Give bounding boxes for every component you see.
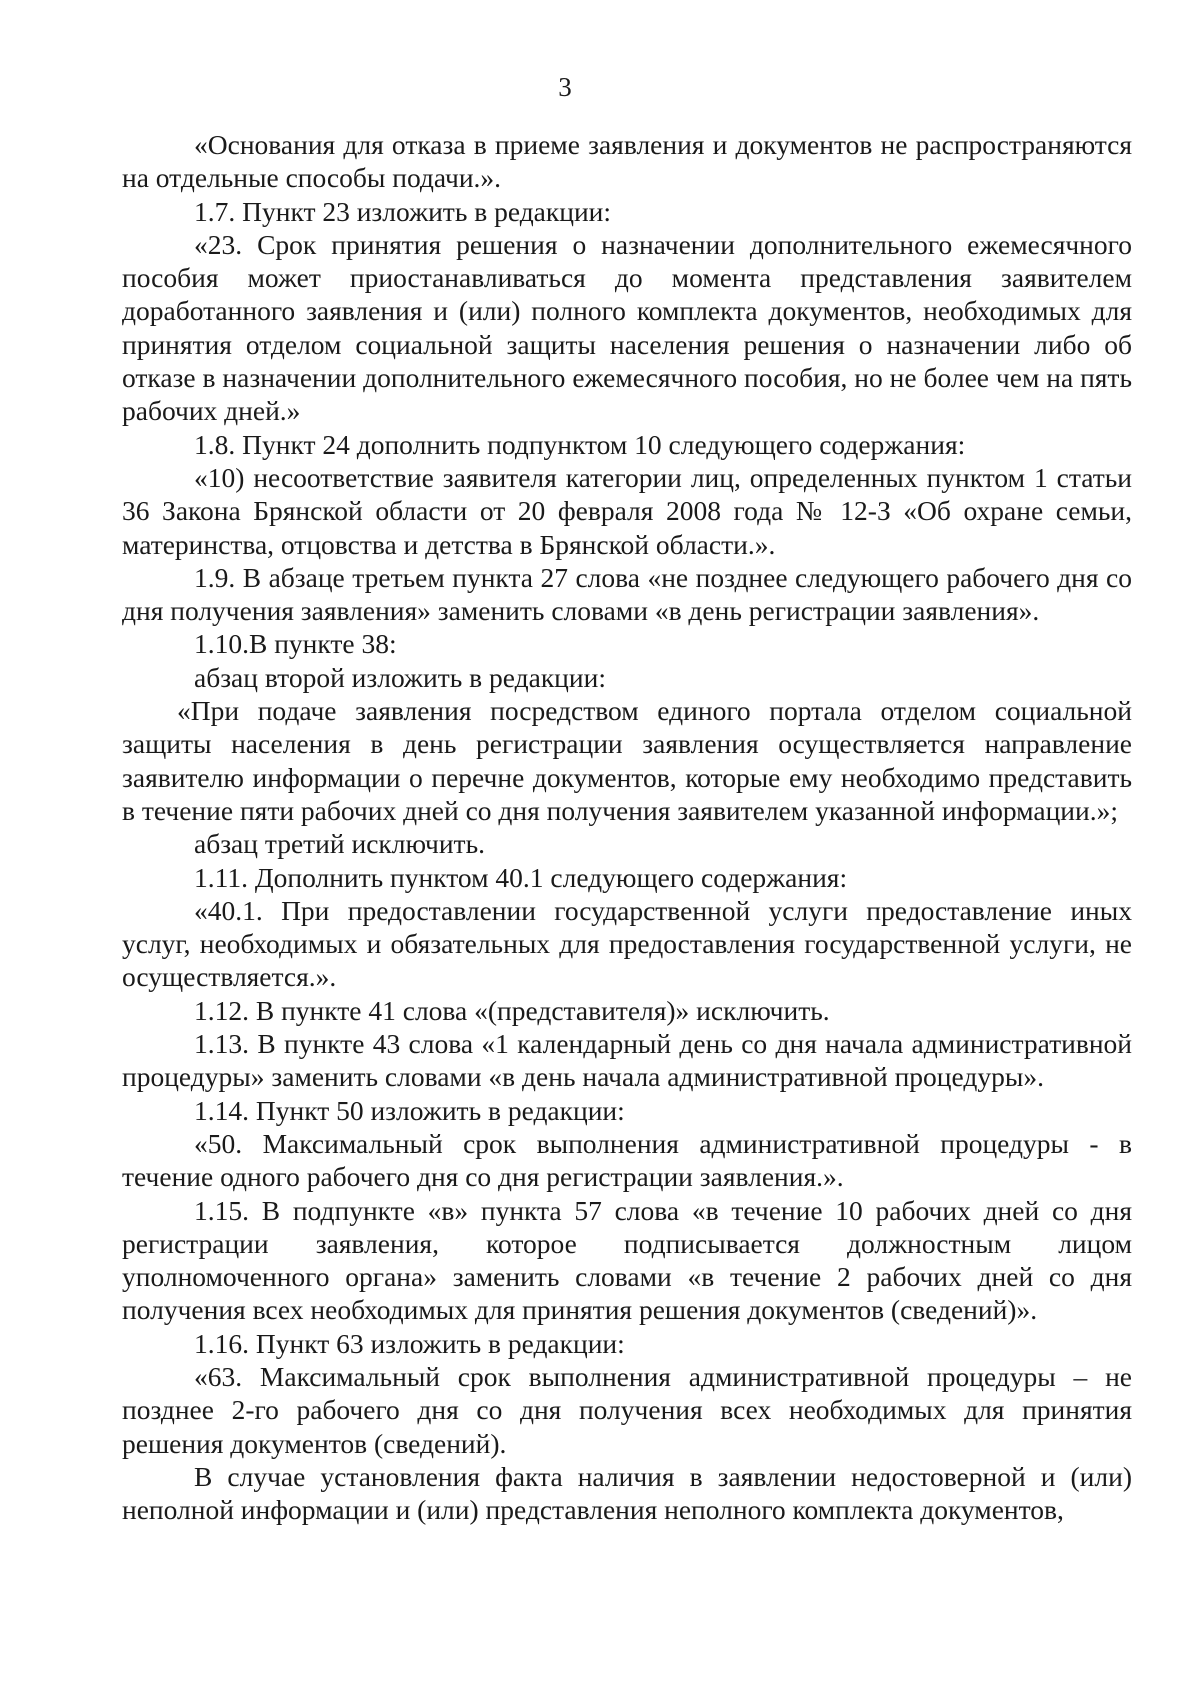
paragraph: «При подаче заявления посредством единого портала отделом социальной защиты населения в день регистрации заявления осуществляется направление заявителю информации о перечне документов, которые ему необходимо представить в течение пяти рабочих дней со дня получения заявителем указанной информации.»; (122, 695, 1132, 826)
paragraph: «Основания для отказа в приеме заявления и документов не распространяются на отдельные способы подачи.». (122, 129, 1132, 194)
paragraph: «50. Максимальный срок выполнения административной процедуры - в течение одного рабочего дня со дня регистрации заявления.». (122, 1127, 1132, 1193)
paragraph: 1.13. В пункте 43 слова «1 календарный день со дня начала административной процедуры» заменить словами «в день начала административной процедуры». (122, 1028, 1132, 1093)
paragraph: 1.16. Пункт 63 изложить в редакции: (194, 1327, 625, 1359)
page-number: 3 (558, 72, 572, 102)
paragraph: абзац третий исключить. (194, 828, 485, 860)
paragraph: 1.10.В пункте 38: (194, 628, 397, 660)
paragraph: 1.7. Пункт 23 изложить в редакции: (194, 195, 612, 227)
paragraph: 1.14. Пункт 50 изложить в редакции: (194, 1094, 625, 1126)
document-body (122, 128, 1132, 1526)
paragraph: абзац второй изложить в редакции: (194, 661, 606, 693)
paragraph: 1.8. Пункт 24 дополнить подпунктом 10 следующего содержания: (194, 428, 966, 460)
paragraph: «63. Максимальный срок выполнения административной процедуры – не позднее 2-го рабочего дня со дня получения всех необходимых для принятия решения документов (сведений). (122, 1360, 1132, 1459)
paragraph: «10) несоответствие заявителя категории лиц, определенных пунктом 1 статьи 36 Закона Брянской области от 20 февраля 2008 года № 12-З «Об охране семьи, материнства, отцовства и детства в Брянской области.». (122, 461, 1132, 560)
paragraph: «40.1. При предоставлении государственной услуги предоставление иных услуг, необходимых и обязательных для предоставления государственной услуги, не осуществляется.». (122, 894, 1132, 993)
paragraph: 1.9. В абзаце третьем пункта 27 слова «не позднее следующего рабочего дня со дня получения заявления» заменить словами «в день регистрации заявления». (122, 561, 1132, 627)
paragraph: 1.15. В подпункте «в» пункта 57 слова «в течение 10 рабочих дней со дня регистрации заявления, которое подписывается должностным лицом уполномоченного органа» заменить словами «в течение 2 рабочих дней со дня получения всех необходимых для принятия решения документов (сведений)». (122, 1194, 1132, 1326)
paragraph: 1.11. Дополнить пунктом 40.1 следующего содержания: (194, 861, 848, 893)
paragraph: «23. Срок принятия решения о назначении дополнительного ежемесячного пособия может приостанавливаться до момента представления заявителем доработанного заявления и (или) полного комплекта документов, необходимых для принятия отделом социальной защиты населения решения о назначении либо об отказе в назначении дополнительного ежемесячного пособия, но не более чем на пять рабочих дней.» (122, 228, 1132, 427)
paragraph: 1.12. В пункте 41 слова «(представителя)» исключить. (194, 994, 830, 1026)
paragraph: В случае установления факта наличия в заявлении недостоверной и (или) неполной информации и (или) представления неполного комплекта документов, (122, 1460, 1132, 1526)
